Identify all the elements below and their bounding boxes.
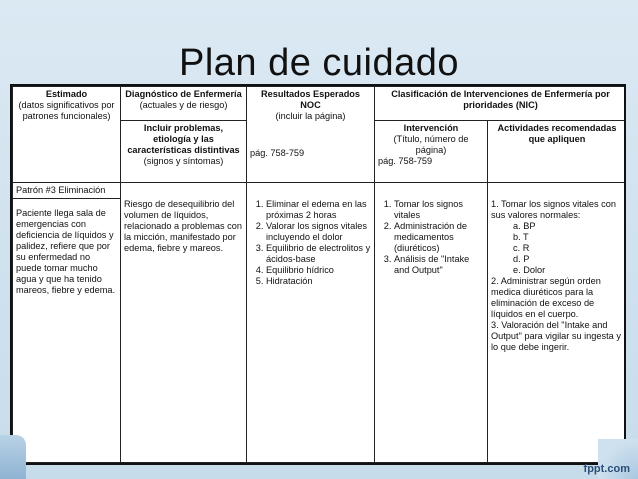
header-intervencion bbox=[375, 121, 488, 183]
diagnostico-text: Riesgo de desequilibrio del volumen de líquidos, relacionado a problemas con la micción, manifestado por edema, fiebre y mareos. bbox=[124, 199, 242, 253]
body-diagnostico bbox=[121, 183, 247, 463]
header-estimado-title: Estimado bbox=[45, 89, 88, 99]
header-intervencion-title: Intervención bbox=[403, 123, 459, 133]
list-item: e. Dolor bbox=[513, 265, 546, 275]
header-noc-title: Resultados Esperados NOC bbox=[260, 89, 361, 110]
actividad-1: 1. Tomar los signos vitales con sus valores normales: bbox=[491, 199, 616, 220]
header-noc bbox=[247, 87, 375, 183]
list-item: 2. Administración de medicamentos (diuréticos) bbox=[394, 221, 484, 254]
body-noc bbox=[247, 183, 375, 463]
header-estimado bbox=[13, 87, 121, 183]
header-diagnostico-detail: (actuales y de riesgo) bbox=[139, 100, 228, 110]
header-intervencion-page: pág. 758-759 bbox=[378, 156, 433, 166]
header-noc-detail: (incluir la página) bbox=[275, 111, 346, 121]
header-diagnostico-sub-normal: (signos y síntomas) bbox=[143, 156, 224, 166]
slide-title: Plan de cuidado bbox=[178, 42, 460, 84]
intervencion-list bbox=[378, 199, 484, 276]
list-item: c. R bbox=[513, 243, 530, 253]
body-intervencion bbox=[375, 183, 488, 463]
header-nic bbox=[375, 87, 627, 121]
header-actividades bbox=[488, 121, 627, 183]
header-diagnostico-sub-bold: Incluir problemas, etiología y las características distintivas bbox=[127, 123, 240, 155]
list-item: 2. Valorar los signos vitales incluyendo el dolor bbox=[266, 221, 371, 243]
watermark-logo: fppt.com bbox=[583, 463, 630, 475]
list-item: a. BP bbox=[513, 221, 536, 231]
list-item: 4. Equilibrio hídrico bbox=[266, 265, 371, 276]
actividad-2: 2. Administrar según orden medica diuréticos para la eliminación de exceso de líquidos en el cuerpo. bbox=[491, 276, 601, 319]
estimado-text: Paciente llega sala de emergencias con deficiencia de líquidos y palidez, refiere que por su enfermedad no puede tomar mucho agua y que ha tenido mareos, fiebre y edema. bbox=[16, 208, 116, 295]
header-noc-page: pág. 758-759 bbox=[250, 148, 305, 158]
care-plan-table bbox=[10, 84, 626, 465]
actividad-3: 3. Valoración del "Intake and Output" para vigilar su ingesta y lo que debe ingerir. bbox=[491, 320, 621, 352]
list-item: 5. Hidratación bbox=[266, 276, 371, 287]
header-diagnostico-sub bbox=[121, 121, 247, 183]
vitals-list bbox=[491, 221, 623, 276]
noc-list bbox=[250, 199, 371, 287]
header-intervencion-detail: (Título, número de página) bbox=[393, 134, 469, 155]
header-nic-title: Clasificación de Intervenciones de Enfermería por prioridades (NIC) bbox=[391, 89, 610, 110]
header-diagnostico bbox=[121, 87, 247, 121]
body-estimado bbox=[13, 183, 121, 463]
list-item: 1. Eliminar el edema en las próximas 2 horas bbox=[266, 199, 371, 221]
list-item: 3. Equilibrio de electrolitos y ácidos-base bbox=[266, 243, 371, 265]
body-actividades bbox=[488, 183, 627, 463]
decorative-corner-left bbox=[0, 435, 26, 479]
header-actividades-title: Actividades recomendadas que apliquen bbox=[497, 123, 617, 144]
pattern-label: Patrón #3 Eliminación bbox=[13, 183, 120, 199]
list-item: d. P bbox=[513, 254, 530, 264]
list-item: 1. Tomar los signos vitales bbox=[394, 199, 484, 221]
list-item: b. T bbox=[513, 232, 529, 242]
header-diagnostico-title: Diagnóstico de Enfermería bbox=[125, 89, 242, 99]
list-item: 3. Análisis de "Intake and Output" bbox=[394, 254, 484, 276]
header-estimado-detail: (datos significativos por patrones funcionales) bbox=[18, 100, 115, 121]
